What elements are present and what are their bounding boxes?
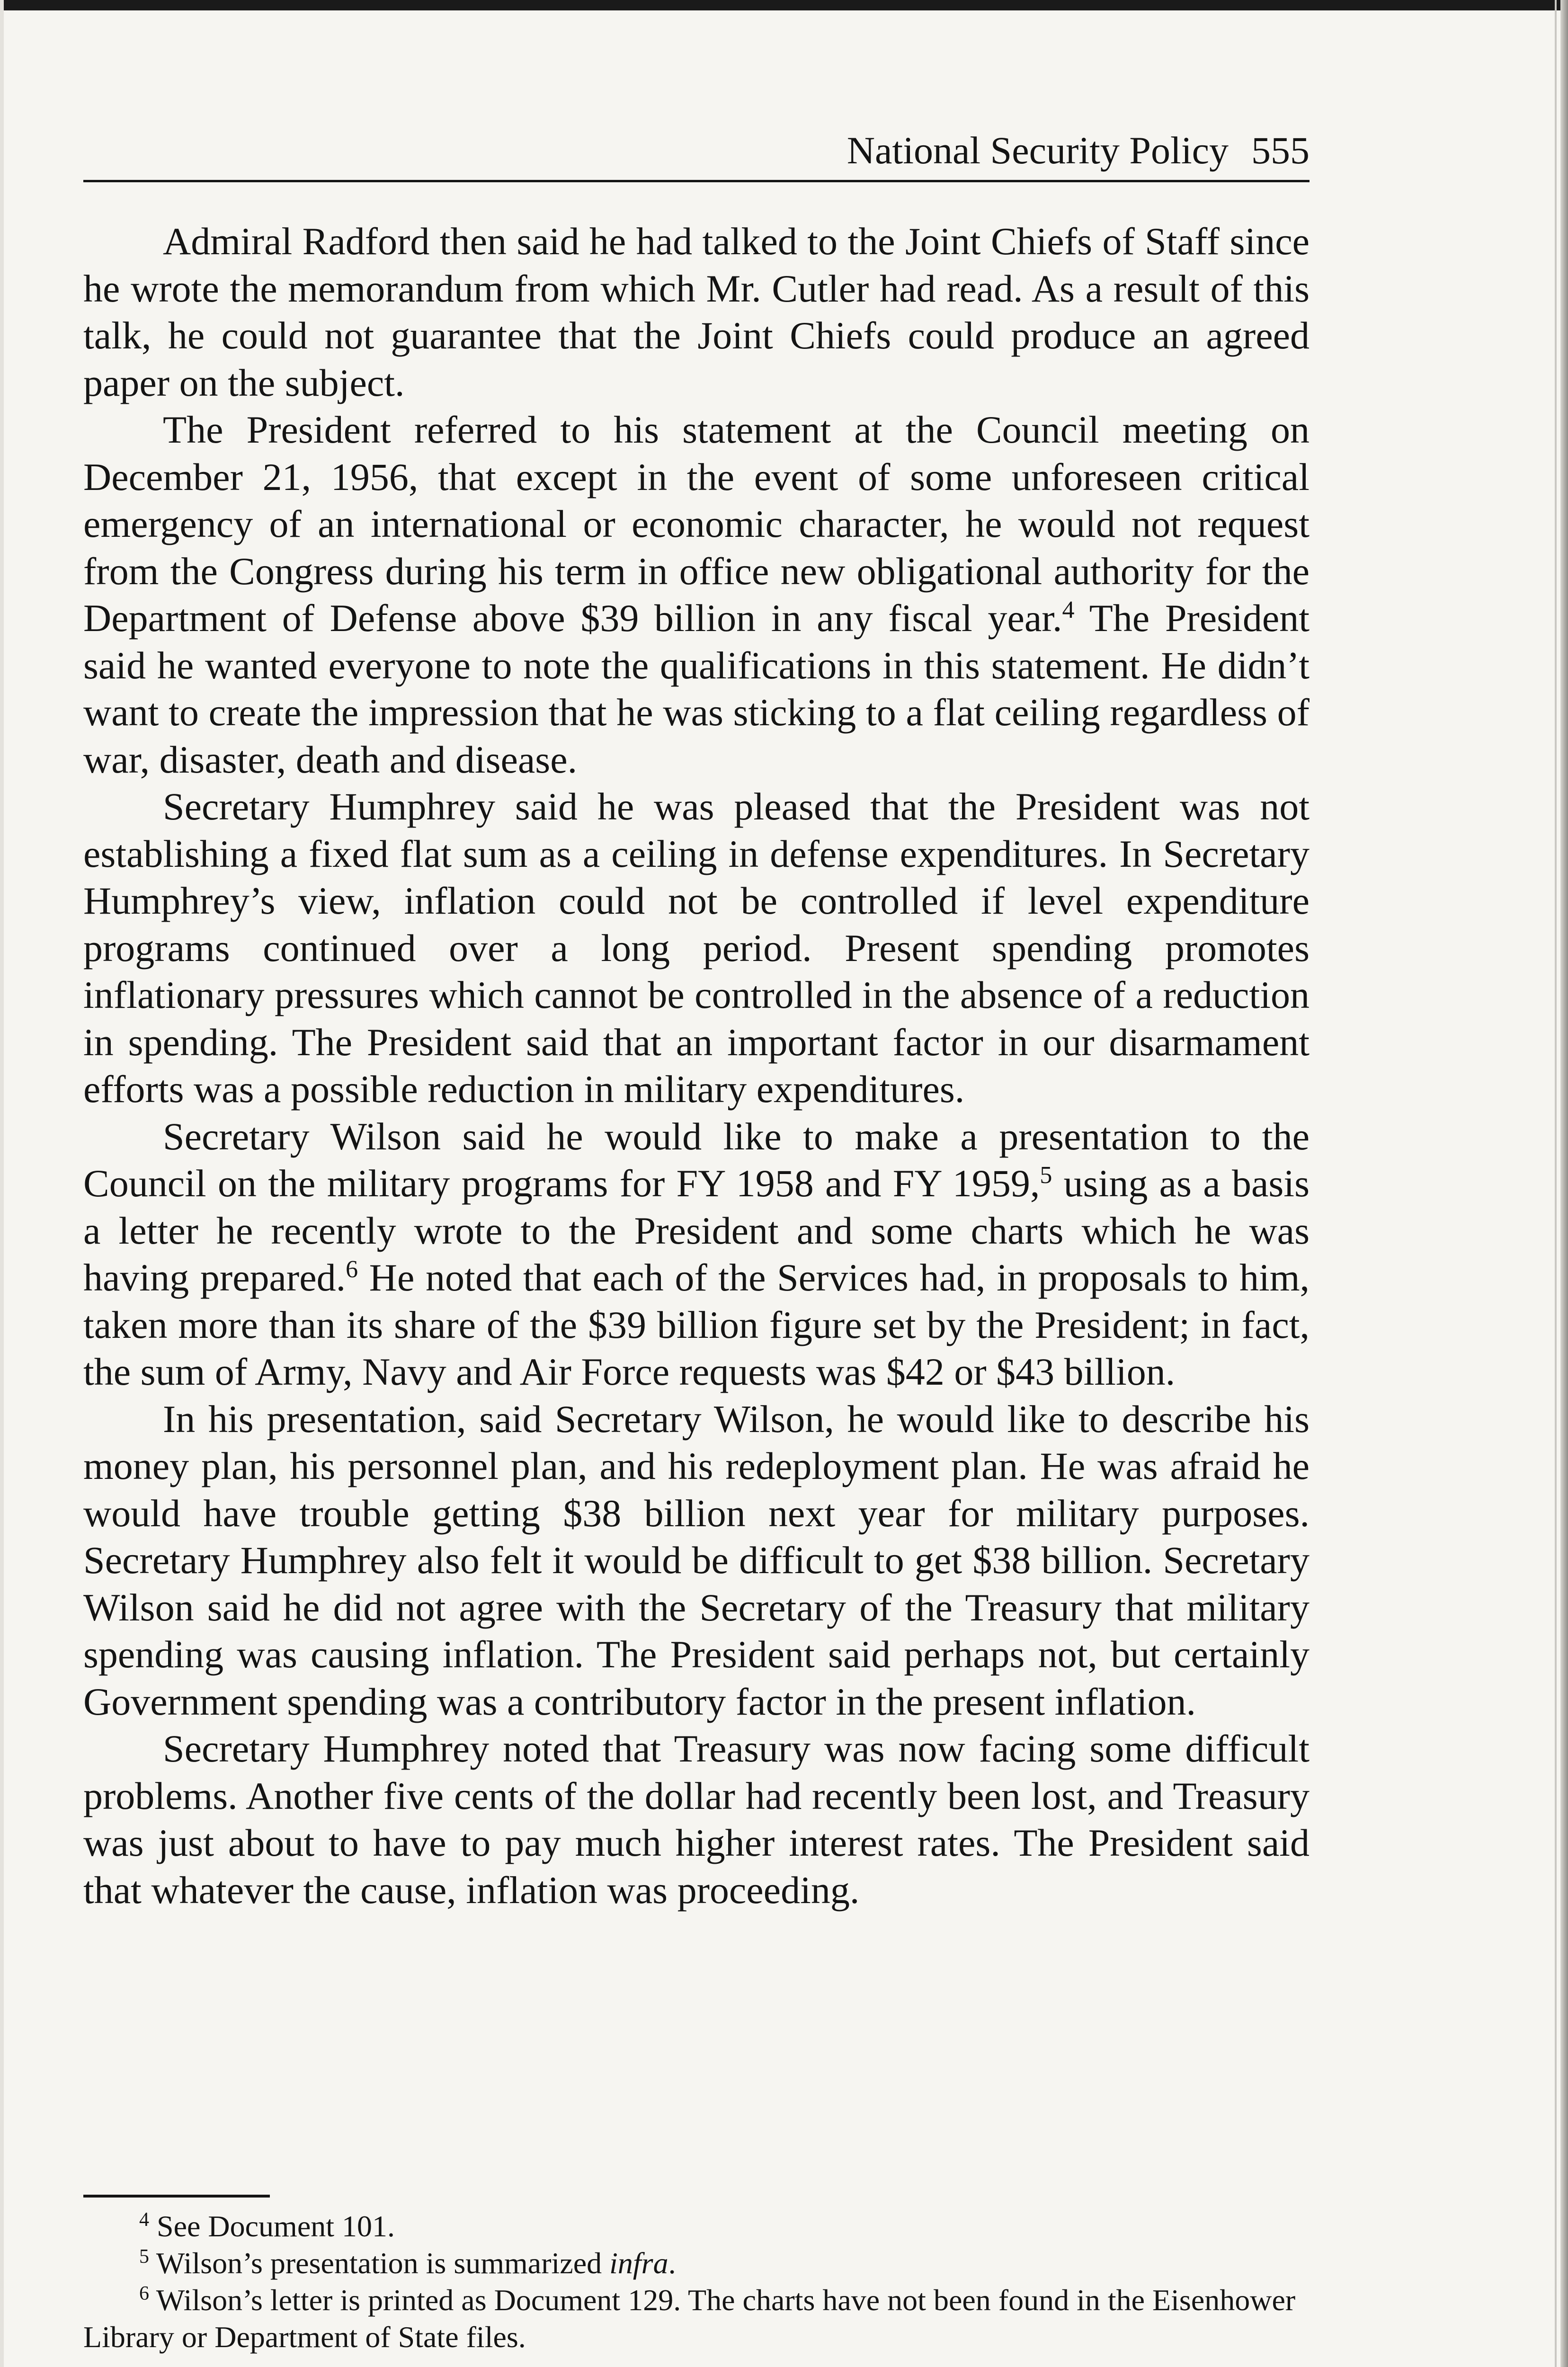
footnote-5: $^5$ Wilson’s presentation is summarized infra.	[139, 2246, 676, 2280]
paragraph-5: In his presentation, said Secretary Wilson, he would like to describe his money plan, his personnel plan, and his redeployment plan. He was afraid he would have trouble getting $38 billion next year for military purposes. Secretary Humphrey also felt it would be difficult to get $38 billion. Secretary Wilson said he did not agree with the Secretary of the Treasury that military spending was causing inflation. The President said perhaps not, but certainly Government spending was a contributory factor in the present inflation.	[83, 1397, 1310, 1723]
footnote-number: 5	[139, 2246, 149, 2268]
footnote-6: $^6$ Wilson’s letter is printed as Document 129. The charts have not been found in the Eisenhower Library or Department of State files.	[83, 2283, 1296, 2354]
footnote-ref-6: 6	[346, 1256, 358, 1283]
footnote-rule	[83, 2195, 270, 2198]
paragraph-3: Secretary Humphrey said he was pleased that the President was not establishing a fixed flat sum as a ceiling in defense expenditures. In Secretary Humphrey’s view, inflation could not be controlled if level expenditure programs continued over a long period. Present spending promotes inflationary pressures which cannot be controlled in the absence of a reduction in spending. The President said that an important factor in our disarmament efforts was a possible reduction in military expenditures.	[83, 785, 1310, 1111]
footnote-number: 4	[139, 2209, 149, 2231]
scan-left-edge	[0, 0, 4, 2367]
scan-top-edge	[0, 0, 1568, 10]
paragraph-4: Secretary Wilson said he would like to make a presentation to the Council on the military programs for FY 1958 and FY 1959,$^5$ using as a basis a letter he recently wrote to the President and some charts which he was having prepared.$^6$ He noted that each of the Services had, in proposals to him, taken more than its share of the $39 billion figure set by the President; in fact, the sum of Army, Navy and Air Force requests was $42 or $43 billion.	[83, 1114, 1310, 1393]
footnotes	[83, 2208, 1310, 2356]
paragraph-1: Admiral Radford then said he had talked to the Joint Chiefs of Staff since he wrote the memorandum from which Mr. Cutler had read. As a result of this talk, he could not guarantee that the Joint Chiefs could produce an agreed paper on the subject.	[83, 220, 1310, 404]
scan-right-edge	[1560, 0, 1568, 2367]
footnote-ref-4: 4	[1062, 596, 1075, 623]
body-text	[83, 218, 1310, 1913]
running-head-rule	[83, 180, 1310, 182]
paragraph-6: Secretary Humphrey noted that Treasury was now facing some difficult problems. Another five cents of the dollar had recently been lost, and Treasury was just about to have to pay much higher interest rates. The President said that whatever the cause, inflation was proceeding.	[83, 1727, 1310, 1912]
footnote-ref-5: 5	[1040, 1162, 1052, 1189]
paragraph-2: The President referred to his statement at the Council meeting on December 21, 1956, that except in the event of some unforeseen critical emergency of an international or economic character, he would not request from the Congress during his term in office new obligational authority for the Department of Defense above $39 billion in any fiscal year.$^4$ The President said he wanted everyone to note the qualifications in this statement. He didn’t want to create the impression that he was sticking to a flat ceiling regardless of war, disaster, death and disease.	[83, 408, 1310, 781]
scan-right-line	[1555, 0, 1557, 2367]
running-head-title: National Security Policy	[846, 129, 1229, 172]
footnote-4: $^4$ See Document 101.	[139, 2209, 395, 2243]
page-number: 555	[1251, 129, 1310, 172]
running-head	[83, 127, 1310, 184]
footnote-number: 6	[139, 2283, 149, 2305]
